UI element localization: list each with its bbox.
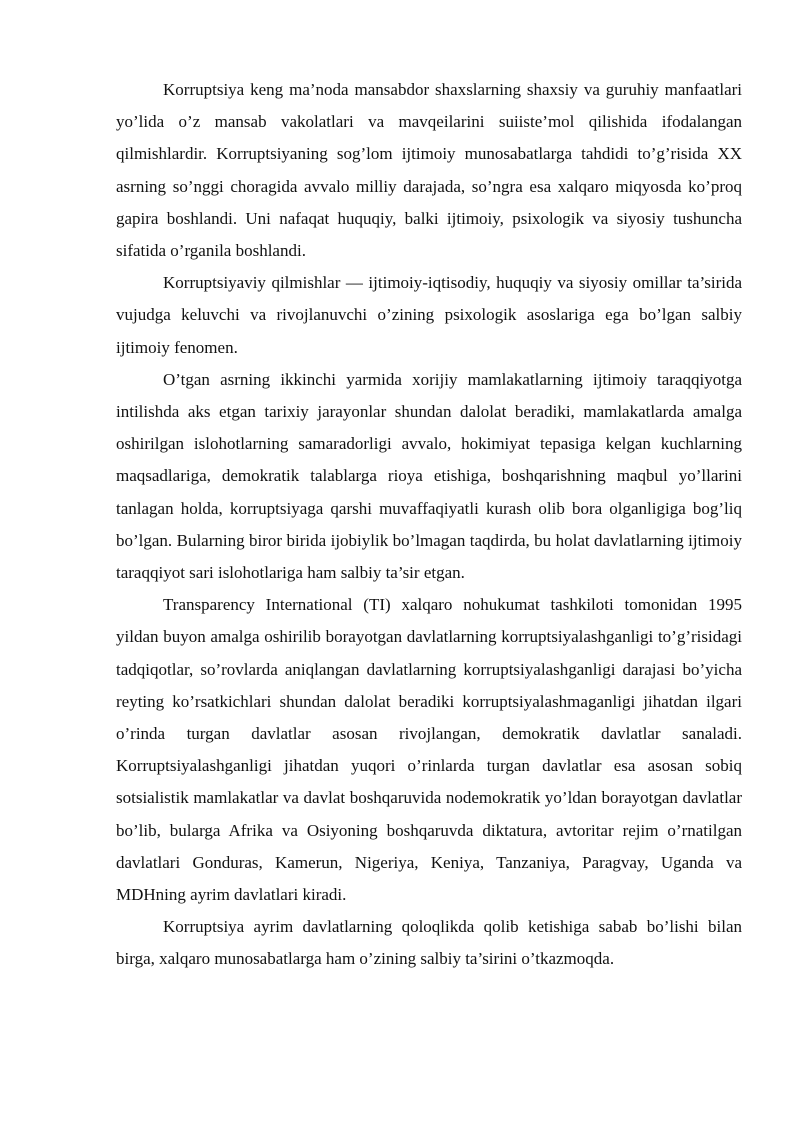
paragraph-1: Korruptsiya keng ma’noda mansabdor shaxslarning shaxsiy va guruhiy manfaatlari yo’lida o’z mansab vakolatlari va mavqeilarini suiiste’mol qilishida ifodalangan qilmishlardir. Korruptsiyaning sog’lom ijtimoiy munosabatlarga tahdidi to’g’risida XX asrning so’nggi choragida avvalo milliy darajada, so’ngra esa xalqaro miqyosda ko’proq gapira boshlandi. Uni nafaqat huquqiy, balki ijtimoiy, psixologik va siyosiy tushuncha sifatida o’rganila boshlandi. <box>116 80 742 261</box>
document-page <box>116 74 742 976</box>
paragraph-3: O’tgan asrning ikkinchi yarmida xorijiy mamlakatlarning ijtimoiy taraqqiyotga intilishda aks etgan tarixiy jarayonlar shundan dalolat beradiki, mamlakatlarda amalga oshirilgan islohotlarning samaradorligi avvalo, hokimiyat tepasiga kelgan kuchlarning maqsadlariga, demokratik talablarga rioya etishiga, boshqarishning maqbul yo’llarini tanlagan holda, korruptsiyaga qarshi muvaffaqiyatli kurash olib bora olganligiga bog’liq bo’lgan. Bularning biror birida ijobiylik bo’lmagan taqdirda, bu holat davlatlarning ijtimoiy taraqqiyot sari islohotlariga ham salbiy ta’sir etgan. <box>116 369 742 583</box>
paragraph-5: Korruptsiya ayrim davlatlarning qoloqlikda qolib ketishiga sabab bo’lishi bilan birga, xalqaro munosabatlarga ham o’zining salbiy ta’sirini o’tkazmoqda. <box>116 917 742 969</box>
paragraph-4: Transparency International (TI) xalqaro nohukumat tashkiloti tomonidan 1995 yildan buyon amalga oshirilib borayotgan davlatlarning korruptsiyalashganligi to’g’risidagi tadqiqotlar, so’rovlarda aniqlangan davlatlarning korruptsiyalashganligi darajasi bo’yicha reyting ko’rsatkichlari shundan dalolat beradiki korruptsiyalashmaganligi jihatdan ilgari o’rinda turgan davlatlar asosan rivojlangan, demokratik davlatlar sanaladi. Korruptsiyalashganligi jihatdan yuqori o’rinlarda turgan davlatlar esa asosan sobiq sotsialistik mamlakatlar va davlat boshqaruvida nodemokratik yo’ldan borayotgan davlatlar bo’lib, bularga Afrika va Osiyoning boshqaruvda diktatura, avtoritar rejim o’rnatilgan davlatlari Gonduras, Kamerun, Nigeriya, Keniya, Tanzaniya, Paragvay, Uganda va MDHning ayrim davlatlari kiradi. <box>116 595 742 905</box>
paragraph-2: Korruptsiyaviy qilmishlar — ijtimoiy-iqtisodiy, huquqiy va siyosiy omillar ta’sirida vujudga keluvchi va rivojlanuvchi o’zining psixologik asoslariga ega bo’lgan salbiy ijtimoiy fenomen. <box>116 273 742 357</box>
